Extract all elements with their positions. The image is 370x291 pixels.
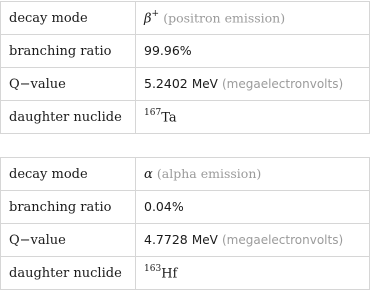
table-row: [1, 191, 370, 224]
table-row: [1, 101, 370, 134]
table-row: [1, 158, 370, 191]
branching-ratio-number: 0.04%: [144, 199, 184, 214]
q-value-number: 4.7728: [144, 232, 188, 247]
decay-mode-note: (alpha emission): [156, 166, 262, 181]
daughter-nuclide-label: daughter nuclide: [1, 257, 136, 290]
decay-mode-symbol: β: [144, 11, 152, 27]
q-value-value: [136, 224, 370, 257]
table-row: [1, 257, 370, 290]
branching-ratio-label: branching ratio: [1, 35, 136, 68]
decay-mode-label: decay mode: [1, 158, 136, 191]
decay-table-alpha: [0, 157, 370, 290]
decay-mode-label: decay mode: [1, 2, 136, 35]
table-row: [1, 68, 370, 101]
daughter-nuclide-value: [136, 101, 370, 134]
decay-mode-value: [136, 2, 370, 35]
table-row: [1, 35, 370, 68]
branching-ratio-label: branching ratio: [1, 191, 136, 224]
daughter-nuclide-value: [136, 257, 370, 290]
table-row: [1, 2, 370, 35]
decay-table-positron: [0, 1, 370, 134]
q-value-note: (megaelectronvolts): [221, 233, 344, 247]
branching-ratio-number: 99.96%: [144, 43, 192, 58]
decay-mode-value: [136, 158, 370, 191]
daughter-element-symbol: Ta: [161, 110, 177, 126]
q-value-value: [136, 68, 370, 101]
q-value-unit: MeV: [191, 233, 218, 247]
decay-mode-note: (positron emission): [163, 10, 286, 26]
branching-ratio-value: [136, 35, 370, 68]
decay-mode-symbol-sup: +: [151, 8, 160, 19]
q-value-note: (megaelectronvolts): [221, 77, 344, 91]
daughter-mass-number: 167: [144, 107, 162, 118]
q-value-label: Q−value: [1, 224, 136, 257]
daughter-nuclide-label: daughter nuclide: [1, 101, 136, 134]
daughter-element-symbol: Hf: [161, 266, 178, 282]
q-value-number: 5.2402: [144, 76, 188, 91]
daughter-mass-number: 163: [144, 263, 162, 274]
decay-mode-symbol: α: [144, 167, 153, 182]
table-row: [1, 224, 370, 257]
q-value-label: Q−value: [1, 68, 136, 101]
branching-ratio-value: [136, 191, 370, 224]
q-value-unit: MeV: [191, 77, 218, 91]
